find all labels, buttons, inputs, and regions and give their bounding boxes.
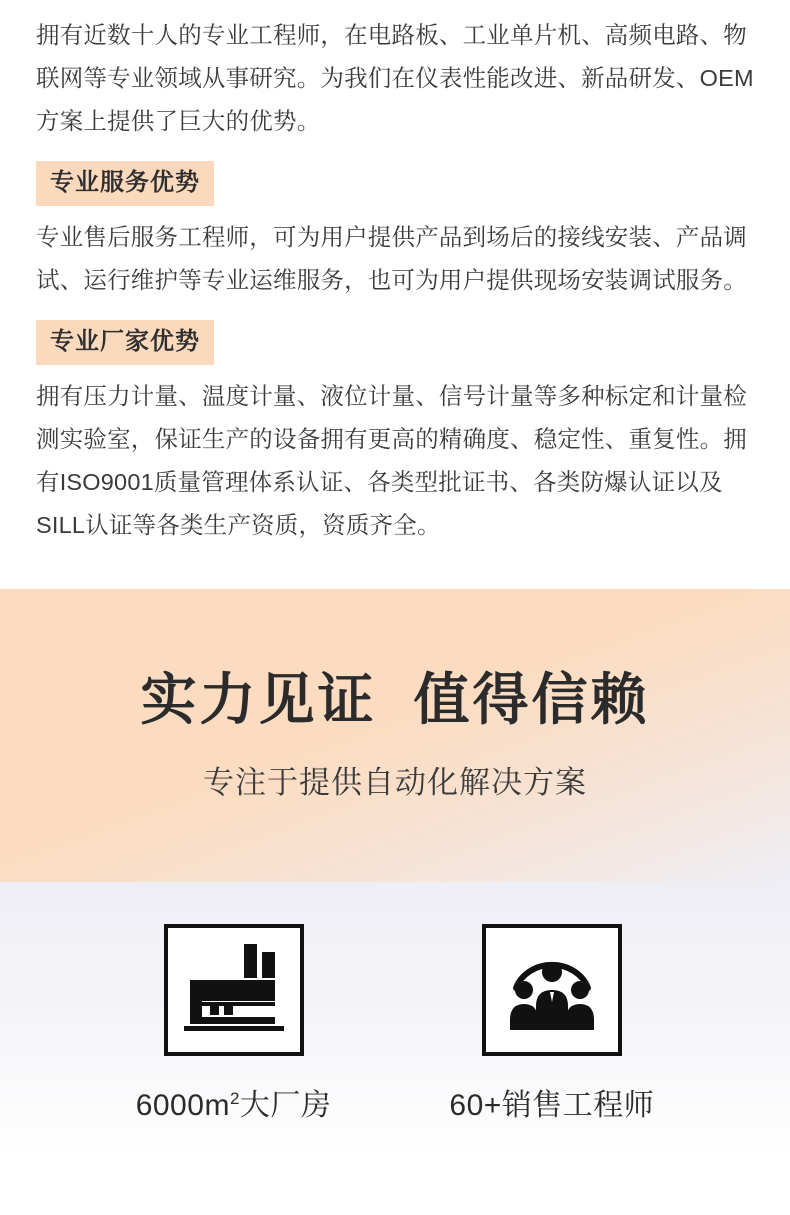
strength-banner (0, 589, 790, 882)
team-icon (500, 942, 604, 1039)
stat-unit-factory: m (204, 1089, 230, 1122)
section-heading-manufacturer: 专业厂家优势 (36, 320, 214, 365)
stat-item-factory (136, 924, 332, 1124)
section-body-manufacturer: 拥有压力计量、温度计量、液位计量、信号计量等多种标定和计量检测实验室，保证生产的设备拥有更高的精确度、稳定性、重复性。拥有ISO9001质量管理体系认证、各类型批证书、各类防爆认证以及SILL认证等各类生产资质，资质齐全。 (36, 383, 747, 538)
stat-label-factory (136, 1080, 332, 1124)
banner-title: 实力见证 值得信赖 (140, 668, 650, 732)
team-icon-box (482, 924, 622, 1056)
factory-icon-box (164, 924, 304, 1056)
section-body-service: 专业售后服务工程师，可为用户提供产品到场后的接线安装、产品调试、运行维护等专业运维服务，也可为用户提供现场安装调试服务。 (36, 224, 747, 293)
section-heading-manufacturer-wrap (36, 320, 754, 365)
text-section (0, 0, 790, 547)
stat-unit-sup-factory: 2 (229, 1089, 240, 1108)
banner-subtitle: 专注于提供自动化解决方案 (203, 764, 587, 800)
section-heading-service-wrap (36, 161, 754, 206)
stats-section (0, 882, 790, 1157)
section-heading-service: 专业服务优势 (36, 161, 214, 206)
stat-value-factory: 6000 (135, 1089, 205, 1122)
stat-suffix-factory: 大厂房 (239, 1089, 332, 1122)
intro-paragraph: 拥有近数十人的专业工程师，在电路板、工业单片机、高频电路、物联网等专业领域从事研究。为我们在仪表性能改进、新品研发、OEM方案上提供了巨大的优势。 (36, 22, 754, 134)
stat-item-team (449, 924, 654, 1124)
stat-label-team: 60+销售工程师 (449, 1089, 655, 1122)
factory-icon (182, 942, 286, 1039)
